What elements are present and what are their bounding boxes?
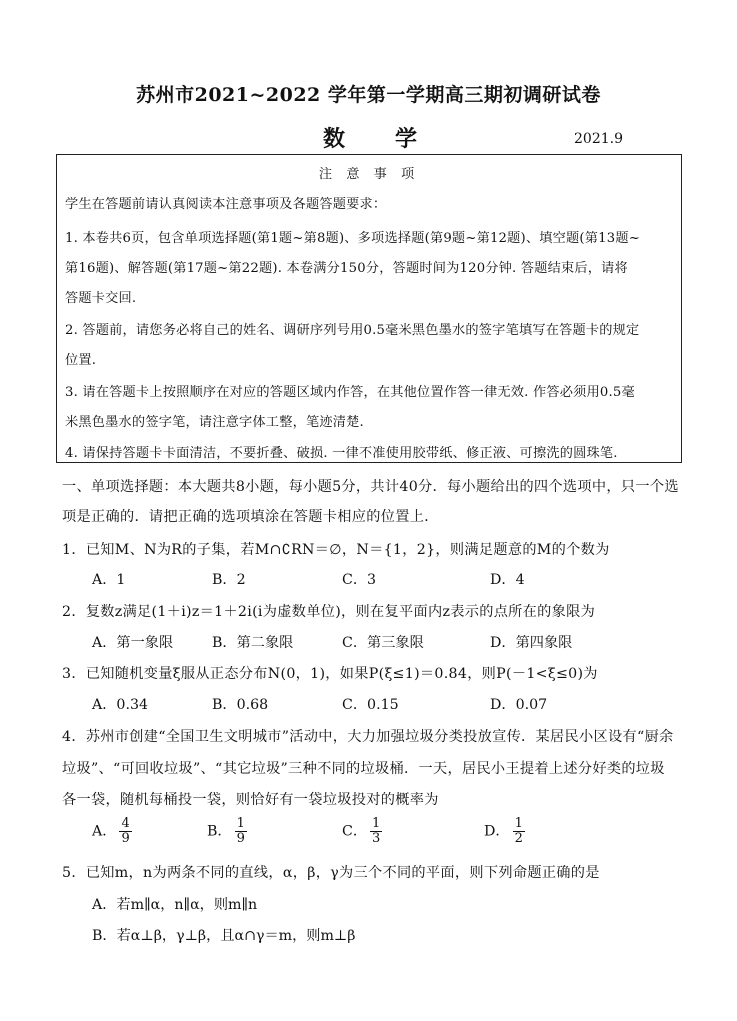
denominator: 2 <box>514 831 523 846</box>
question-2-option: C．第三象限 <box>342 635 424 651</box>
question-4-stem: 各一袋，随机每桶投一袋，则恰好有一袋垃圾投对的概率为 <box>62 792 439 808</box>
question-4-option <box>92 817 132 846</box>
question-5-option: B．若α⊥β，γ⊥β，且α∩γ＝m，则m⊥β <box>92 928 356 944</box>
question-4-stem: 4．苏州市创建“全国卫生文明城市”活动中，大力加强垃圾分类投放宣传．某居民小区设有“厨余 <box>62 729 674 745</box>
option-label: D． <box>484 823 510 840</box>
option-label: C． <box>342 823 368 840</box>
exam-date: 2021.9 <box>574 131 623 147</box>
question-1-option: C．3 <box>342 572 377 588</box>
fraction <box>119 817 131 846</box>
question-1-option: B．2 <box>212 572 246 588</box>
option-label: B． <box>207 823 232 840</box>
notice-box <box>56 154 682 463</box>
fraction <box>513 817 525 846</box>
denominator: 9 <box>121 831 130 846</box>
numerator: 1 <box>372 816 381 831</box>
notice-line: 米黑色墨水的签字笔，请注意字体工整，笔迹清楚. <box>65 415 364 430</box>
question-5-stem: 5．已知m，n为两条不同的直线，α，β，γ为三个不同的平面，则下列命题正确的是 <box>62 865 600 881</box>
question-2-option: B．第二象限 <box>212 635 294 651</box>
question-5-option: A．若m∥α，n∥α，则m∥n <box>92 897 258 913</box>
question-3-option: C．0.15 <box>342 697 399 713</box>
question-3-option: A．0.34 <box>92 697 149 713</box>
question-4-option <box>207 817 247 846</box>
fraction <box>370 817 382 846</box>
question-1-option: A．1 <box>92 572 126 588</box>
notice-heading: 注 意 事 项 <box>318 167 420 182</box>
exam-title: 苏州市2021~2022 学年第一学期高三期初调研试卷 <box>136 84 601 106</box>
denominator: 3 <box>372 831 381 846</box>
question-3-option: B．0.68 <box>212 697 269 713</box>
fraction <box>235 817 247 846</box>
notice-line: 第16题)、解答题(第17题~第22题). 本卷满分150分，答题时间为120分钟. 答题结束后，请将 <box>65 261 628 276</box>
question-1-option: D．4 <box>490 572 525 588</box>
notice-line: 答题卡交回. <box>65 291 137 306</box>
question-4-option <box>342 817 382 846</box>
question-3-option: D．0.07 <box>490 697 548 713</box>
numerator: 1 <box>514 816 523 831</box>
subject-heading: 数 学 <box>323 126 432 152</box>
question-4-stem: 垃圾”、“可回收垃圾”、“其它垃圾”三种不同的垃圾桶．一天，居民小王提着上述分好类的垃圾 <box>62 761 665 777</box>
notice-line: 3. 请在答题卡上按照顺序在对应的答题区域内作答，在其他位置作答一律无效. 作答必须用0.5毫 <box>65 385 635 400</box>
section-instructions: 一、单项选择题：本大题共8小题，每小题5分，共计40分．每小题给出的四个选项中，只一个选 <box>62 479 679 495</box>
question-1-stem: 1．已知M、N为R的子集，若M∩∁RN＝∅，N＝{1，2}，则满足题意的M的个数为 <box>62 542 610 558</box>
notice-line: 学生在答题前请认真阅读本注意事项及各题答题要求： <box>65 197 387 212</box>
notice-line: 4. 请保持答题卡卡面清洁，不要折叠、破损. 一律不准使用胶带纸、修正液、可擦洗的圆珠笔. <box>65 446 618 461</box>
notice-line: 2. 答题前，请您务必将自己的姓名、调研序列号用0.5毫米黑色墨水的签字笔填写在答题卡的规定 <box>65 323 640 338</box>
denominator: 9 <box>236 831 245 846</box>
question-3-stem: 3．已知随机变量ξ服从正态分布N(0，1)，如果P(ξ≤1)＝0.84，则P(－1<ξ≤0)为 <box>62 666 598 682</box>
question-4-option <box>484 817 525 846</box>
question-2-option: A．第一象限 <box>92 635 174 651</box>
notice-line: 1. 本卷共6页，包含单项选择题(第1题~第8题)、多项选择题(第9题~第12题)、填空题(第13题~ <box>65 231 640 246</box>
question-2-option: D．第四象限 <box>490 635 573 651</box>
option-label: A． <box>92 823 117 840</box>
notice-line: 位置. <box>65 353 97 368</box>
numerator: 1 <box>236 816 245 831</box>
numerator: 4 <box>121 816 130 831</box>
section-instructions: 项是正确的．请把正确的选项填涂在答题卡相应的位置上． <box>62 509 439 525</box>
question-2-stem: 2．复数z满足(1＋i)z＝1＋2i(i为虚数单位)，则在复平面内z表示的点所在的象限为 <box>62 604 596 620</box>
